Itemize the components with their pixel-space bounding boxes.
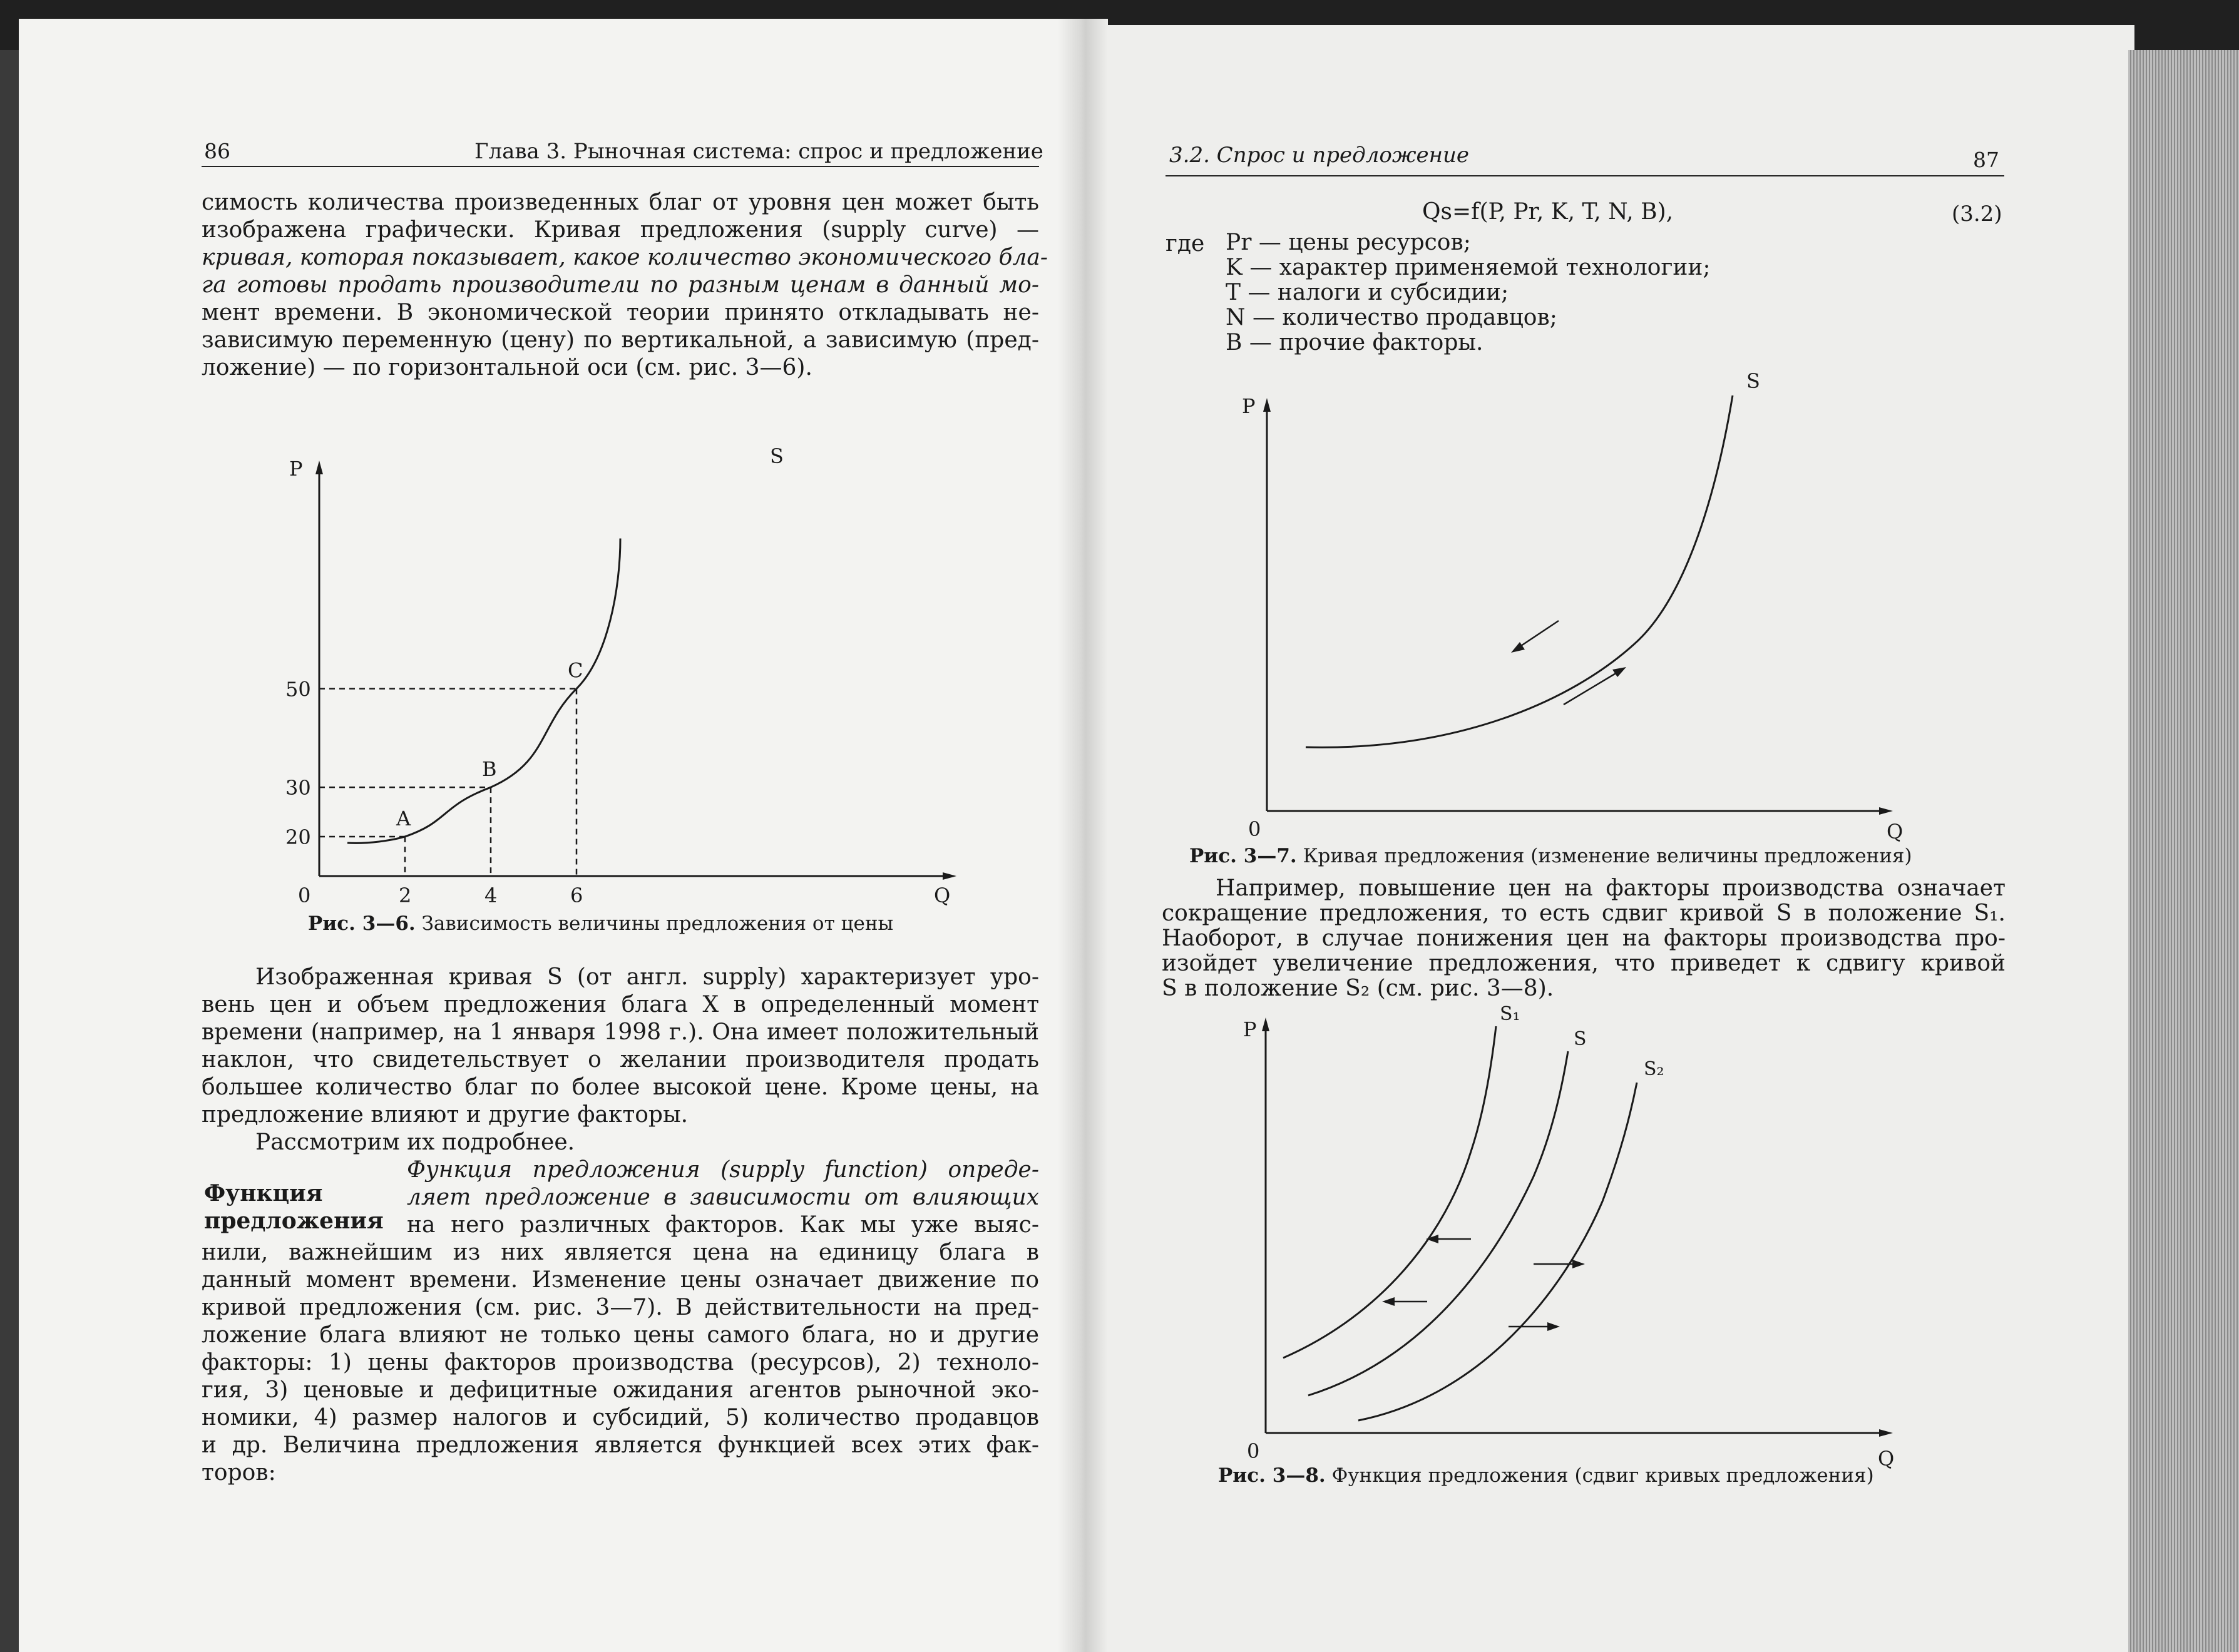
text-line: данный момент времени. Изменение цены означает движение по <box>202 1267 1039 1293</box>
legend-symbol: K <box>1226 255 1242 280</box>
arrow-head-left <box>1426 1235 1438 1243</box>
x-axis-arrow <box>943 872 956 880</box>
y-axis-label: P <box>1242 394 1256 418</box>
text-line: большее количество благ по более высокой цене. Кроме цены, на <box>202 1074 1039 1100</box>
supply-curve-s <box>347 539 620 844</box>
right-paragraph-1 <box>1162 876 2006 1001</box>
margin-heading <box>204 1180 384 1235</box>
text-line: торов: <box>202 1460 276 1486</box>
text-line: сокращение предложения, то есть сдвиг кривой S в положение S₁. <box>1162 900 2006 926</box>
text-line: изображена графически. Кривая предложения (supply curve) — <box>202 217 1039 243</box>
caption-number: Рис. 3—7. <box>1189 845 1297 867</box>
legend-text: — количество продавцов; <box>1252 305 1557 330</box>
caption-text: Зависимость величины предложения от цены <box>421 912 894 935</box>
y-axis-arrow <box>1262 1017 1269 1031</box>
arrow-down-along-curve <box>1517 621 1559 648</box>
margin-heading-line-2: предложения <box>204 1208 384 1234</box>
text-line: предложение влияют и другие факторы. <box>202 1102 689 1128</box>
margin-heading-line-1: Функция <box>204 1180 323 1206</box>
figure-3-7 <box>1221 350 1922 851</box>
header-rule-right <box>1166 175 2004 176</box>
legend-text: — прочие факторы. <box>1249 330 1483 355</box>
text-line: кривой предложения (см. рис. 3—7). В действительности на пред- <box>202 1295 1039 1320</box>
x-axis-arrow <box>1879 1429 1893 1437</box>
text-line: наклон, что свидетельствует о желании производителя продать <box>202 1047 1039 1073</box>
text-line: времени (например, на 1 января 1998 г.). Она имеет положительный <box>202 1019 1039 1045</box>
text-line: симость количества произведенных благ от уровня цен может быть <box>202 190 1039 215</box>
left-paragraph-4 <box>202 1239 1039 1487</box>
y-tick-label: 20 <box>285 825 311 849</box>
legend-row <box>1226 255 1710 280</box>
arrow-head-down <box>1511 642 1525 653</box>
x-axis-label: Q <box>934 884 951 907</box>
arrow-head-up <box>1612 667 1626 677</box>
page-edges <box>2128 50 2239 1652</box>
curve-label-s1: S₁ <box>1500 1003 1520 1025</box>
formula: Qs=f(P, Pr, K, T, N, B), <box>1422 199 1674 225</box>
legend-symbol: T <box>1226 280 1241 305</box>
curve-label-s: S <box>1746 369 1760 393</box>
caption-number: Рис. 3—8. <box>1218 1464 1326 1487</box>
caption-fig-3-7 <box>1189 845 1912 867</box>
x-axis-label: Q <box>1878 1447 1895 1471</box>
y-axis-arrow <box>1263 398 1271 412</box>
arrow-head-left <box>1382 1297 1395 1306</box>
text-line: Рассмотрим их подробнее. <box>255 1129 575 1155</box>
curve-label-s: S <box>770 444 784 468</box>
header-rule-left <box>202 166 1039 167</box>
running-head-right: 3.2. Спрос и предложение <box>1169 143 1470 168</box>
text-line: мент времени. В экономической теории принято откладывать не- <box>202 300 1039 325</box>
arrow-head-right <box>1572 1260 1585 1268</box>
legend-row <box>1226 230 1471 255</box>
left-paragraph-1 <box>202 189 1048 382</box>
point-label: A <box>396 806 411 830</box>
text-line: кривая, которая показывает, какое количество экономического бла- <box>202 245 1048 270</box>
x-tick-label: 6 <box>570 884 583 907</box>
supply-curve-s1 <box>1283 1026 1496 1358</box>
text-line: ложение блага влияют не только цены самого блага, но и другие <box>202 1322 1039 1348</box>
where-word: где <box>1166 231 1205 257</box>
left-paragraph-4-head <box>407 1156 1039 1239</box>
page-number-left: 86 <box>204 139 230 163</box>
supply-curve-s <box>1306 395 1733 747</box>
legend-symbol: Pr <box>1226 230 1252 255</box>
text-line: факторы: 1) цены факторов производства (ресурсов), 2) техноло- <box>202 1350 1039 1375</box>
legend-row <box>1226 280 1509 305</box>
y-axis-label: P <box>1243 1017 1257 1041</box>
left-paragraph-2 <box>202 964 1039 1156</box>
text-line: и др. Величина предложения является функцией всех этих фак- <box>202 1432 1039 1458</box>
origin-label: 0 <box>1247 1439 1260 1463</box>
x-axis-arrow <box>1879 807 1893 815</box>
legend-row <box>1226 305 1557 330</box>
legend-text: — характер применяемой технологии; <box>1249 255 1711 280</box>
book-gutter <box>1058 19 1108 1652</box>
caption-text: Функция предложения (сдвиг кривых предложения) <box>1331 1464 1874 1487</box>
point-label: B <box>482 757 497 782</box>
y-tick-label: 30 <box>285 776 311 800</box>
text-line: изойдет увеличение предложения, что приведет к сдвигу кривой <box>1162 951 2006 976</box>
y-axis-arrow <box>315 461 323 474</box>
curve-label-s2: S₂ <box>1644 1058 1664 1080</box>
page-number-right: 87 <box>1973 148 1999 172</box>
legend-text: — цены ресурсов; <box>1258 230 1471 255</box>
text-line: Например, повышение цен на факторы производства означает <box>1216 875 2006 901</box>
x-tick-label: 2 <box>399 884 412 907</box>
figure-3-6 <box>263 432 976 920</box>
text-line: на него различных факторов. Как мы уже выяс- <box>407 1212 1039 1238</box>
arrow-head-right <box>1547 1322 1560 1331</box>
text-line: ложение) — по горизонтальной оси (см. рис. 3—6). <box>202 355 812 380</box>
text-line: Изображенная кривая S (от англ. supply) характеризует уро- <box>255 964 1039 990</box>
text-line: га готовы продать производители по разным ценам в данный мо- <box>202 272 1039 298</box>
running-head-left: Глава 3. Рыночная система: спрос и предложение <box>474 139 1043 164</box>
x-tick-label: 4 <box>484 884 498 907</box>
text-line: S в положение S₂ (см. рис. 3—8). <box>1162 976 1554 1001</box>
y-axis-label: P <box>289 457 303 481</box>
text-line: Функция предложения (supply function) опреде- <box>407 1157 1039 1183</box>
caption-fig-3-8 <box>1218 1464 1874 1487</box>
text-line: гия, 3) ценовые и дефицитные ожидания агентов рыночной эко- <box>202 1377 1039 1403</box>
caption-fig-3-6 <box>308 912 893 935</box>
caption-text: Кривая предложения (изменение величины предложения) <box>1303 845 1912 867</box>
text-line: Наоборот, в случае понижения цен на факторы производства про- <box>1162 925 2006 951</box>
text-line: нили, важнейшим из них является цена на единицу блага в <box>202 1240 1039 1265</box>
origin-label: 0 <box>298 884 311 907</box>
formula-number: (3.2) <box>1952 201 2002 227</box>
figure-3-8 <box>1221 995 1915 1477</box>
text-line: номики, 4) размер налогов и субсидий, 5) количество продавцов <box>202 1405 1039 1430</box>
book-cover-edge <box>0 50 19 1652</box>
curve-label-s: S <box>1574 1028 1587 1050</box>
y-tick-label: 50 <box>285 677 311 701</box>
origin-label: 0 <box>1248 817 1261 841</box>
text-line: вень цен и объем предложения блага X в определенный момент <box>202 992 1039 1017</box>
text-line: ляет предложение в зависимости от влияющих <box>407 1185 1039 1210</box>
text-line: зависимую переменную (цену) по вертикальной, а зависимую (пред- <box>202 327 1039 353</box>
legend-symbol: B <box>1226 330 1242 355</box>
supply-curve-s2 <box>1358 1083 1637 1420</box>
x-axis-label: Q <box>1887 820 1903 844</box>
point-label: C <box>568 658 583 683</box>
caption-number: Рис. 3—6. <box>308 912 416 935</box>
legend-text: — налоги и субсидии; <box>1248 280 1509 305</box>
legend-symbol: N <box>1226 305 1246 330</box>
